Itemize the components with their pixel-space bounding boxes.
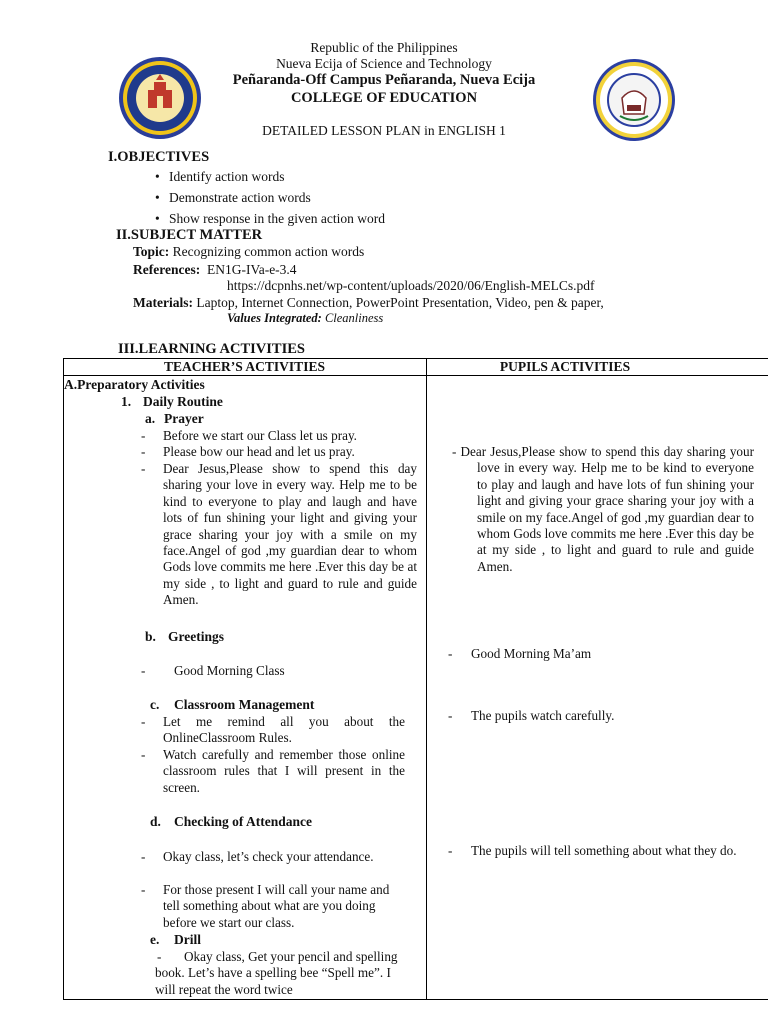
bullet-dash: -: [141, 882, 146, 897]
bullet-dash: -: [157, 949, 162, 964]
bullet-dash: -: [141, 428, 146, 443]
header-divider: [63, 375, 768, 376]
prayer-line: Before we start our Class let us pray.: [163, 428, 357, 443]
reference-url: https://dcpnhs.net/wp-content/uploads/2020/06/English-MELCs.pdf: [227, 278, 595, 293]
cm-line: Watch carefully and remember those online classroom rules that I will present in the screen.: [163, 747, 405, 795]
topic-value: Recognizing common action words: [172, 244, 365, 259]
topic-row: [133, 244, 364, 260]
values-label: Values Integrated:: [227, 311, 322, 325]
activities-heading: III.LEARNING ACTIVITIES: [118, 341, 305, 357]
attendance-title: Checking of Attendance: [174, 814, 312, 829]
pupil-management: The pupils watch carefully.: [471, 708, 615, 723]
bullet-dash: -: [141, 444, 146, 459]
bullet-dash: -: [141, 663, 146, 678]
topic-label: Topic:: [133, 244, 170, 259]
drill-title: Drill: [174, 932, 201, 947]
cm-letter: c.: [150, 697, 160, 712]
reference-code: EN1G-IVa-e-3.4: [206, 262, 297, 277]
objective-item: • Show response in the given action word: [169, 211, 385, 227]
bullet-dash: -: [141, 747, 146, 762]
attendance-letter: d.: [150, 814, 161, 829]
header-college: COLLEGE OF EDUCATION: [290, 90, 478, 106]
attendance-line: Okay class, let’s check your attendance.: [163, 849, 374, 864]
pupil-attendance: The pupils will tell something about what they do.: [471, 843, 737, 858]
part-a-title: A.Preparatory Activities: [64, 377, 205, 392]
header-university: Nueva Ecija of Science and Technology: [276, 56, 492, 71]
subject-heading: II.SUBJECT MATTER: [116, 227, 263, 243]
pupils-column-header: PUPILS ACTIVITIES: [499, 359, 631, 374]
prayer-letter: a.: [145, 411, 156, 426]
teacher-column-header: TEACHER’S ACTIVITIES: [164, 359, 325, 374]
pupil-prayer: - Dear Jesus,Please show to spend this day sharing your love in every way. Help me to be kind to everyone to play and laugh and have lots of fun shining your light and giving your grace sharing your joy with a smile on my face.Angel of god ,my guardian dear to whom Gods love commits me here .Ever this day be at my side , to light and guard to rule and guide Amen.: [452, 444, 754, 574]
pupil-greeting: Good Morning Ma’am: [471, 646, 592, 661]
greet-line: Good Morning Class: [174, 663, 285, 678]
cm-title: Classroom Management: [174, 697, 315, 712]
bullet-dash: -: [448, 843, 453, 858]
drill-line: Okay class, Get your pencil and spelling book. Let’s have a spelling bee “Spell me”. I will repeat the word twice: [155, 949, 398, 997]
objective-item: • Identify action words: [169, 169, 284, 185]
drill-letter: e.: [150, 932, 160, 947]
prayer-line: Please bow our head and let us pray.: [163, 444, 355, 459]
bullet-dash: -: [141, 461, 146, 476]
materials-label: Materials:: [133, 295, 193, 310]
bullet-dash: -: [141, 714, 146, 729]
bullet-dash: -: [448, 708, 453, 723]
header-republic: Republic of the Philippines: [310, 40, 458, 55]
greet-letter: b.: [145, 629, 156, 644]
column-divider: [426, 358, 427, 1000]
cm-line: Let me remind all you about the OnlineClassroom Rules.: [163, 714, 405, 746]
daily-routine-title: Daily Routine: [143, 394, 223, 409]
prayer-text: Dear Jesus,Please show to spend this day sharing your love in every way. Help me to be kind to everyone to play and laugh and have lots of fun shining your light and giving your grace sharing your joy with a smile on my face.Angel of god ,my guardian dear to whom Gods love commits me here .Ever this day be at my side , to light and guard to rule and guide Amen.: [163, 461, 417, 608]
step-number: 1.: [121, 394, 132, 409]
plan-title: DETAILED LESSON PLAN in ENGLISH 1: [262, 123, 506, 138]
greet-title: Greetings: [168, 629, 224, 644]
references-label: References:: [133, 262, 201, 277]
materials-row: [133, 295, 604, 311]
objectives-heading: I.OBJECTIVES: [108, 149, 210, 165]
prayer-title: Prayer: [164, 411, 204, 426]
references-row: [133, 262, 297, 278]
materials-value: Laptop, Internet Connection, PowerPoint Presentation, Video, pen & paper,: [196, 295, 604, 310]
values-value: Cleanliness: [324, 311, 384, 325]
bullet-dash: -: [141, 849, 146, 864]
attendance-line: For those present I will call your name and tell something about what are you doing before we start our class.: [163, 882, 390, 930]
bullet-dash: -: [448, 646, 453, 661]
objective-item: • Demonstrate action words: [169, 190, 311, 206]
values-row: [227, 311, 383, 326]
header-campus: Peñaranda-Off Campus Peñaranda, Nueva Ecija: [232, 72, 536, 88]
